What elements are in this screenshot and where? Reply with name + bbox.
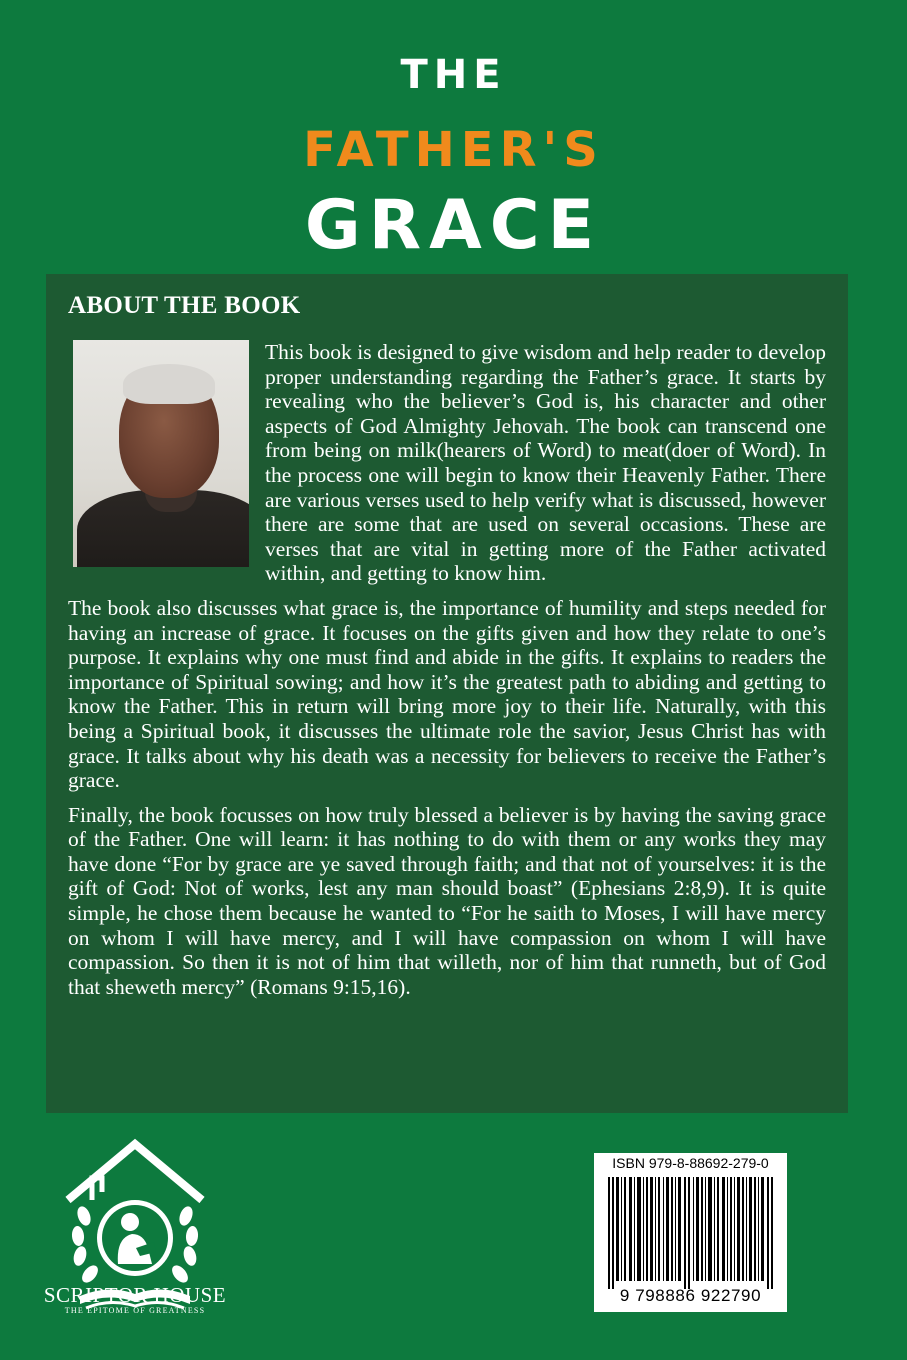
publisher-name: SCRIPTOR HOUSE bbox=[43, 1283, 227, 1307]
title-line-grace: GRACE bbox=[304, 186, 603, 265]
about-paragraph-3: Finally, the book focusses on how truly blessed a believer is by having the saving grace of the Father. One will learn: it has nothing to do with them or any works they may have done “For by grace are ye saved through faith; and that not of yourselves: it is the gift of God: Not of works, lest any man should boast” (Ephesians 2:8,9). It is quite simple, he chose them because he wanted to “For he saith to Moses, I will have mercy on whom I will have mercy, and I will have compassion on whom I will have compassion. So then it is not of him that willeth, nor of him that runneth, but of God that sheweth mercy” (Romans 9:15,16). bbox=[68, 802, 826, 999]
isbn-label: ISBN 979-8-88692-279-0 bbox=[612, 1155, 769, 1171]
about-paragraph-1: This book is designed to give wisdom and help reader to develop proper understanding regarding the Father’s grace. It starts by revealing who the believer’s God is, his character and other aspects of God Almighty Jehovah. The book can transcend one from being on milk(hearers of Word) to meat(doer of Word). In the process one will begin to know their Heavenly Father. There are various verses used to help verify what is discussed, however there are some that are used on several occasions. These are verses that are vital in getting more of the Father activated within, and getting to know him. bbox=[265, 340, 826, 586]
barcode-bars bbox=[608, 1177, 774, 1289]
publisher-tagline: THE EPITOME OF GREATNESS bbox=[64, 1306, 206, 1315]
about-paragraph-2: The book also discusses what grace is, the importance of humility and steps needed for having an increase of grace. It focuses on the gifts given and how they relate to one’s purpose. It explains why one must find and abide in the gifts. It explains to readers the importance of Spiritual sowing; and how it’s the greatest path to abiding and getting to know the Father. This in return will bring more joy to their life. Naturally, with this being a Spiritual book, it discusses the ultimate role the savior, Jesus Christ has with grace. It talks about why his death was a necessity for believers to receive the Father’s grace. bbox=[68, 595, 826, 793]
barcode-digits: 9 798886 922790 bbox=[619, 1286, 762, 1305]
title-line-the: THE bbox=[400, 52, 507, 98]
author-photo-hair bbox=[123, 364, 215, 404]
title-line-fathers: FATHER'S bbox=[303, 122, 604, 178]
about-panel bbox=[46, 274, 848, 1113]
about-heading: ABOUT THE BOOK bbox=[68, 292, 301, 319]
isbn-barcode bbox=[594, 1153, 787, 1312]
author-photo bbox=[73, 340, 249, 567]
